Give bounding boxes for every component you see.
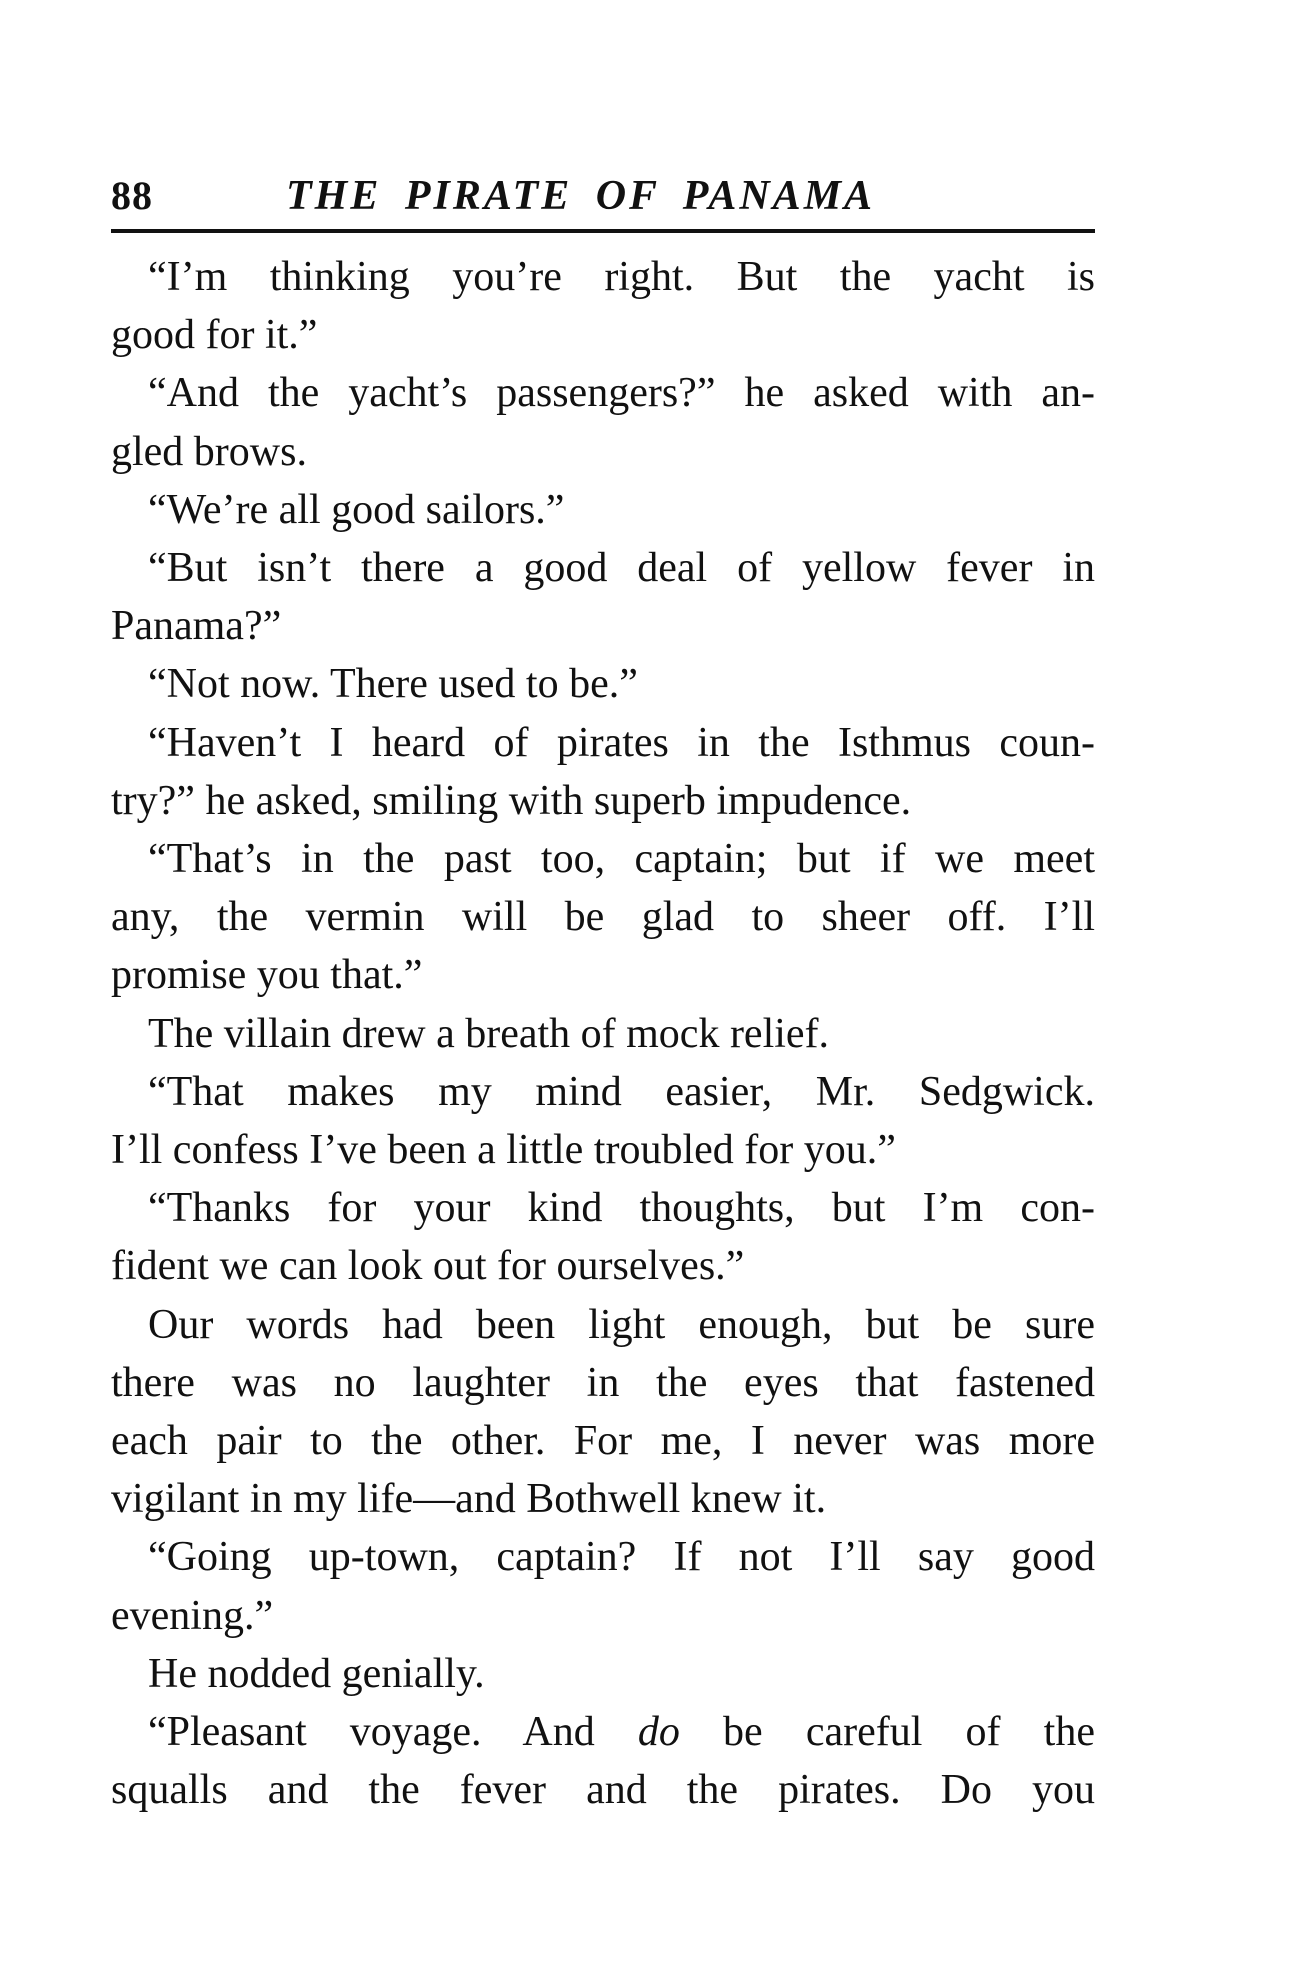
text-line: Panama?” bbox=[111, 603, 282, 650]
text-line: “Pleasant voyage. And do be careful of the bbox=[148, 1709, 1095, 1756]
text-line: “Thanks for your kind thoughts, but I’m con- bbox=[148, 1185, 1095, 1232]
text-line: “That makes my mind easier, Mr. Sedgwick. bbox=[148, 1068, 1095, 1115]
text-line: fident we can look out for ourselves.” bbox=[111, 1243, 745, 1290]
text-line: there was no laughter in the eyes that fastened bbox=[111, 1359, 1095, 1406]
paragraph bbox=[111, 1005, 1095, 1063]
text-line: “Going up-town, captain? If not I’ll say good bbox=[148, 1534, 1095, 1581]
text-line: gled brows. bbox=[111, 428, 307, 475]
paragraph bbox=[111, 539, 1095, 655]
text-line: any, the vermin will be glad to sheer off. I’ll bbox=[111, 894, 1095, 941]
text-line: “That’s in the past too, captain; but if we meet bbox=[148, 836, 1095, 883]
text-line: “We’re all good sailors.” bbox=[148, 486, 565, 533]
page-header bbox=[111, 172, 1095, 234]
paragraph bbox=[111, 364, 1095, 480]
text-line: “I’m thinking you’re right. But the yacht is bbox=[148, 254, 1095, 300]
paragraph bbox=[111, 248, 1095, 364]
text-line: “And the yacht’s passengers?” he asked with an- bbox=[148, 370, 1095, 417]
paragraph bbox=[111, 1296, 1095, 1529]
paragraph bbox=[111, 1703, 1095, 1819]
header-rule bbox=[111, 229, 1095, 233]
text-line: squalls and the fever and the pirates. Do you bbox=[111, 1767, 1095, 1814]
paragraph bbox=[111, 1528, 1095, 1644]
paragraph bbox=[111, 655, 1095, 713]
page-number: 88 bbox=[111, 173, 153, 218]
text-line: “Haven’t I heard of pirates in the Isthmus coun- bbox=[148, 719, 1095, 766]
text-line: He nodded genially. bbox=[148, 1650, 485, 1697]
paragraph bbox=[111, 830, 1095, 1005]
body-text bbox=[111, 248, 1095, 1819]
text-line: “Not now. There used to be.” bbox=[148, 661, 638, 708]
text-line: Our words had been light enough, but be sure bbox=[148, 1301, 1095, 1348]
running-title: THE PIRATE OF PANAMA bbox=[286, 173, 876, 219]
text-line: promise you that.” bbox=[111, 952, 423, 999]
paragraph bbox=[111, 1645, 1095, 1703]
paragraph bbox=[111, 714, 1095, 830]
text-line: I’ll confess I’ve been a little troubled for you.” bbox=[111, 1127, 896, 1174]
text-line: evening.” bbox=[111, 1592, 274, 1639]
text-line: “But isn’t there a good deal of yellow fever in bbox=[148, 545, 1095, 592]
paragraph bbox=[111, 1063, 1095, 1179]
paragraph bbox=[111, 481, 1095, 539]
text-line: vigilant in my life—and Bothwell knew it. bbox=[111, 1476, 827, 1523]
text-line: try?” he asked, smiling with superb impudence. bbox=[111, 777, 912, 824]
paragraph bbox=[111, 1179, 1095, 1295]
text-line: The villain drew a breath of mock relief. bbox=[148, 1010, 830, 1057]
text-line: good for it.” bbox=[111, 312, 318, 359]
text-line: each pair to the other. For me, I never was more bbox=[111, 1418, 1095, 1465]
